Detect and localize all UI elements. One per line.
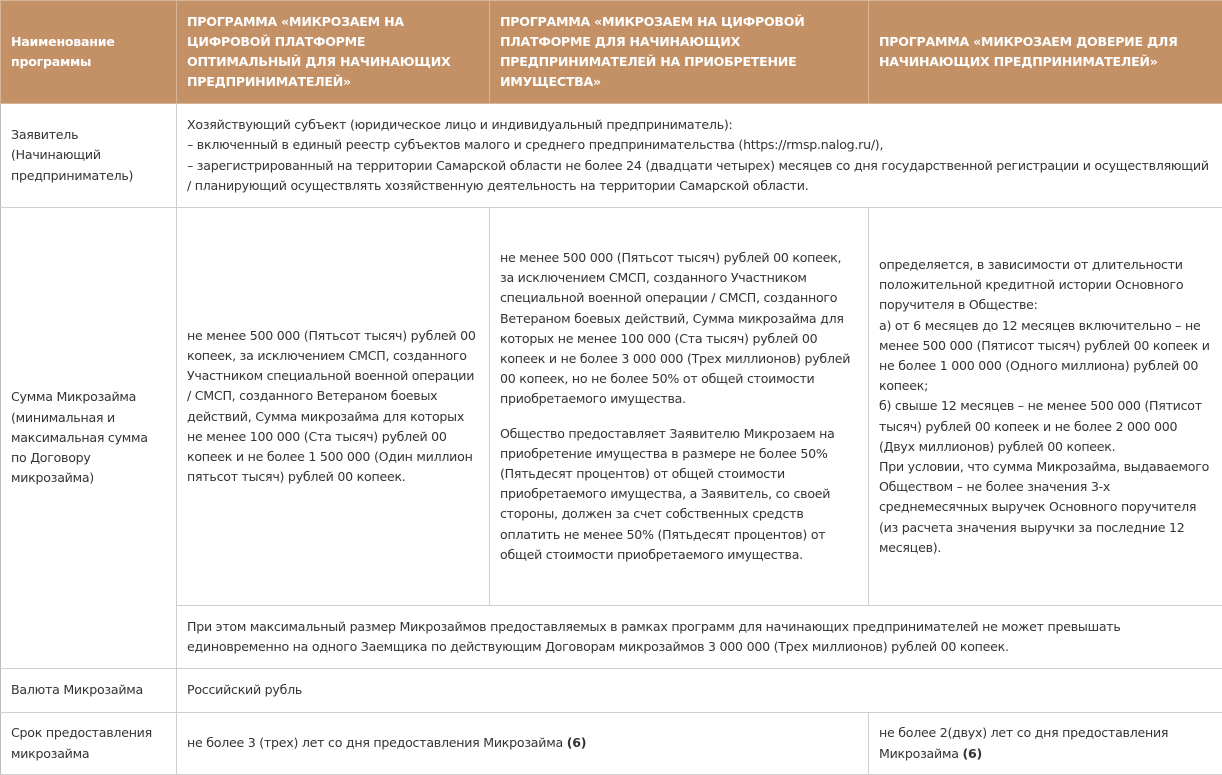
applicant-text: Хозяйствующий субъект (юридическое лицо и индивидуальный предприниматель): – включенный в единый реестр субъектов малого и среднего предпринимательства (https://rmsp.nalog.ru/), – зарегистрированный на территории Самарской области не более 24 (двадцати четырех) месяцев со дня государственной регистрации и осуществляющий / планирующий осуществлять хозяйственную деятельность на территории Самарской области. [177, 104, 1222, 208]
header-program-optimal: ПРОГРАММА «МИКРОЗАЕМ НА ЦИФРОВОЙ ПЛАТФОРМЕ ОПТИМАЛЬНЫЙ ДЛЯ НАЧИНАЮЩИХ ПРЕДПРИНИМАТЕЛЕЙ» [177, 1, 490, 104]
table-row-amount-note [1, 606, 1222, 669]
header-program-trust: ПРОГРАММА «МИКРОЗАЕМ ДОВЕРИЕ ДЛЯ НАЧИНАЮЩИХ ПРЕДПРИНИМАТЕЛЕЙ» [869, 1, 1222, 104]
header-row [1, 1, 1222, 104]
term-col12 [177, 713, 869, 775]
table-row-applicant [1, 104, 1222, 208]
amount-col2-share: Общество предоставляет Заявителю Микрозаем на приобретение имущества в размере не более 50% (Пятьдесят процентов) от общей стоимости приобретаемого имущества, а Заявитель, со своей стороны, должен за счет собственных средств оплатить не менее 50% (Пятьдесят процентов) от общей стоимости приобретаемого имущества. [500, 424, 858, 565]
row-label: Срок предоставления микрозайма [1, 713, 177, 775]
amount-col1: не менее 500 000 (Пятьсот тысяч) рублей 00 копеек, за исключением СМСП, созданного Участником специальной военной операции / СМСП, созданного Ветераном боевых действий, Сумма микрозайма для которых не менее 100 000 (Ста тысяч) рублей 00 копеек и не более 1 500 000 (Один миллион пятьсот тысяч) рублей 00 копеек. [177, 208, 490, 606]
term-text: не более 2(двух) лет со дня предоставления Микрозайма [879, 725, 1168, 760]
footnote-ref: (6) [962, 746, 982, 761]
currency-text: Российский рубль [177, 669, 1222, 713]
row-label: Валюта Микрозайма [1, 669, 177, 713]
amount-col2 [490, 208, 869, 606]
term-col3 [869, 713, 1222, 775]
table-row-term [1, 713, 1222, 775]
amount-note: При этом максимальный размер Микрозаймов предоставляемых в рамках программ для начинающих предпринимателей не может превышать единовременно на одного Заемщика по действующим Договорам микрозаймов 3 000 000 (Трех миллионов) рублей 00 копеек. [177, 606, 1222, 669]
amount-col3: определяется, в зависимости от длительности положительной кредитной истории Основного поручителя в Обществе: а) от 6 месяцев до 12 месяцев включительно – не менее 500 000 (Пятисот тысяч) рублей 00 копеек и не более 1 000 000 (Одного миллиона) рублей 00 копеек; б) свыше 12 месяцев – не менее 500 000 (Пятисот тысяч) рублей 00 копеек и не более 2 000 000 (Двух миллионов) рублей 00 копеек. При условии, что сумма Микрозайма, выдаваемого Обществом – не более значения 3-х среднемесячных выручек Основного поручителя (из расчета значения выручки за последние 12 месяцев). [869, 208, 1222, 606]
table-row-currency [1, 669, 1222, 713]
header-program-property: ПРОГРАММА «МИКРОЗАЕМ НА ЦИФРОВОЙ ПЛАТФОРМЕ ДЛЯ НАЧИНАЮЩИХ ПРЕДПРИНИМАТЕЛЕЙ НА ПРИОБРЕТЕНИЕ ИМУЩЕСТВА» [490, 1, 869, 104]
footnote-ref: (6) [567, 735, 587, 750]
term-text: не более 3 (трех) лет со дня предоставления Микрозайма [187, 735, 567, 750]
row-label: Заявитель (Начинающий предприниматель) [1, 104, 177, 208]
header-program-name: Наименование программы [1, 1, 177, 104]
row-label: Сумма Микрозайма (минимальная и максимальная сумма по Договору микрозайма) [1, 208, 177, 669]
amount-col2-main: не менее 500 000 (Пятьсот тысяч) рублей 00 копеек, за исключением СМСП, созданного Участником специальной военной операции / СМСП, созданного Ветераном боевых действий, Сумма микрозайма для которых не менее 100 000 (Ста тысяч) рублей 00 копеек и не более 3 000 000 (Трех миллионов) рублей 00 копеек, но не более 50% от общей стоимости приобретаемого имущества. [500, 248, 858, 410]
table-row-amount [1, 208, 1222, 606]
